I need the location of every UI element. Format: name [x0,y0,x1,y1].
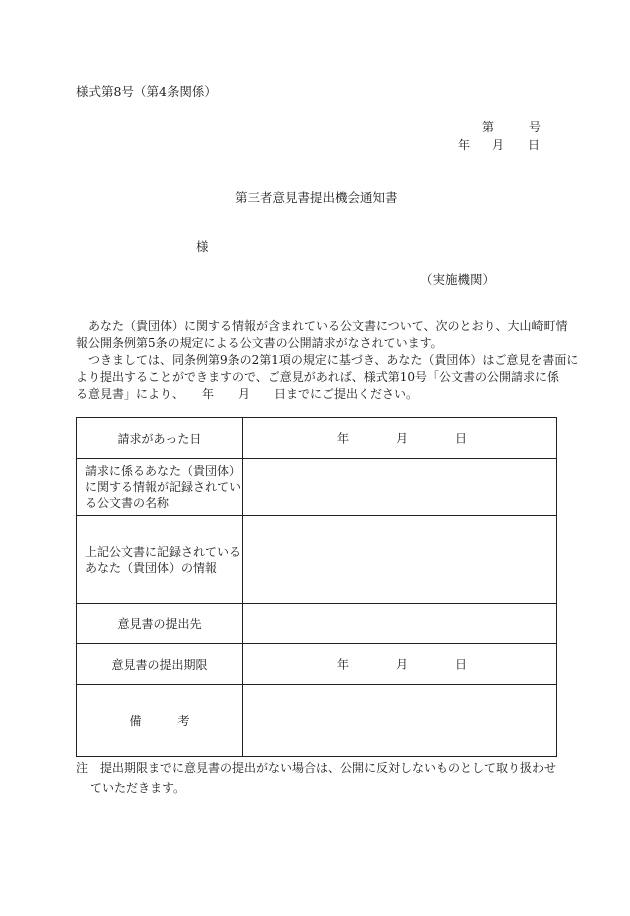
submission-deadline-label: 意見書の提出期限 [77,644,243,685]
document-name-label-line-1: 請求に係るあなた（貴団体） [85,464,242,478]
document-name-label-line-2: に関する情報が記録されてい [85,480,242,494]
submission-destination-value [243,604,557,644]
date-day-label: 日 [528,138,541,152]
request-date-year: 年 [337,431,350,446]
recorded-info-label [77,516,243,604]
recorded-info-label-line-2: あなた（貴団体）の情報 [85,560,218,575]
request-date-value [243,418,557,459]
body-paragraph-1-line-2: 報公開条例第5条の規定による公文書の公開請求がなされています。 [76,336,443,350]
deadline-year: 年 [337,657,350,672]
table-row-recorded-info [77,516,557,604]
request-date-day: 日 [455,431,468,446]
table-row-submission-deadline [77,644,557,685]
footnote [76,758,566,798]
request-date-month: 月 [396,431,409,446]
document-name-value [243,459,557,516]
submission-deadline-value [243,644,557,685]
body-paragraph-2-line-1: つきましては、同条例第9条の2第1項の規定に基づき、あなた（貴団体）はご意見を書面に [76,353,579,367]
body-paragraph-2-line-2: より提出することができますので、ご意見があれば、様式第10号「公文書の公開請求に係 [76,370,560,384]
date-year-label: 年 [458,138,471,152]
table-row-document-name [77,459,557,516]
footnote-line-2: ていただきます。 [90,781,186,795]
recorded-info-label-line-1: 上記公文書に記録されている [85,544,242,559]
recorded-info-value [243,516,557,604]
document-name-label-line-3: る公文書の名称 [85,496,170,510]
notice-body [76,318,579,403]
remarks-value [243,685,557,757]
document-number-suffix: 号 [529,120,542,134]
submission-destination-label: 意見書の提出先 [77,604,243,644]
form-number: 様式第8号（第4条関係） [76,84,217,99]
document-name-label [77,459,243,516]
document-title: 第三者意見書提出機会通知書 [235,190,398,205]
body-paragraph-1-line-1: あなた（貴団体）に関する情報が含まれている公文書について、次のとおり、大山崎町情 [76,319,568,333]
issuing-agency: （実施機関） [420,272,496,287]
notice-table [76,417,557,757]
table-row-request-date [77,418,557,459]
document-number-prefix: 第 [482,120,495,134]
date-month-label: 月 [492,138,505,152]
deadline-day: 日 [455,657,468,672]
body-paragraph-2-line-3: る意見書」により、 年 月 日までにご提出ください。 [76,387,419,401]
footnote-line-1: 注 提出期限までに意見書の提出がない場合は、公開に反対しないものとして取り扱わせ [76,761,557,775]
recipient-suffix: 様 [196,239,209,254]
remarks-label: 備 考 [77,685,243,757]
deadline-month: 月 [396,657,409,672]
request-date-label: 請求があった日 [77,418,243,459]
table-row-remarks [77,685,557,757]
table-row-submission-destination [77,604,557,644]
